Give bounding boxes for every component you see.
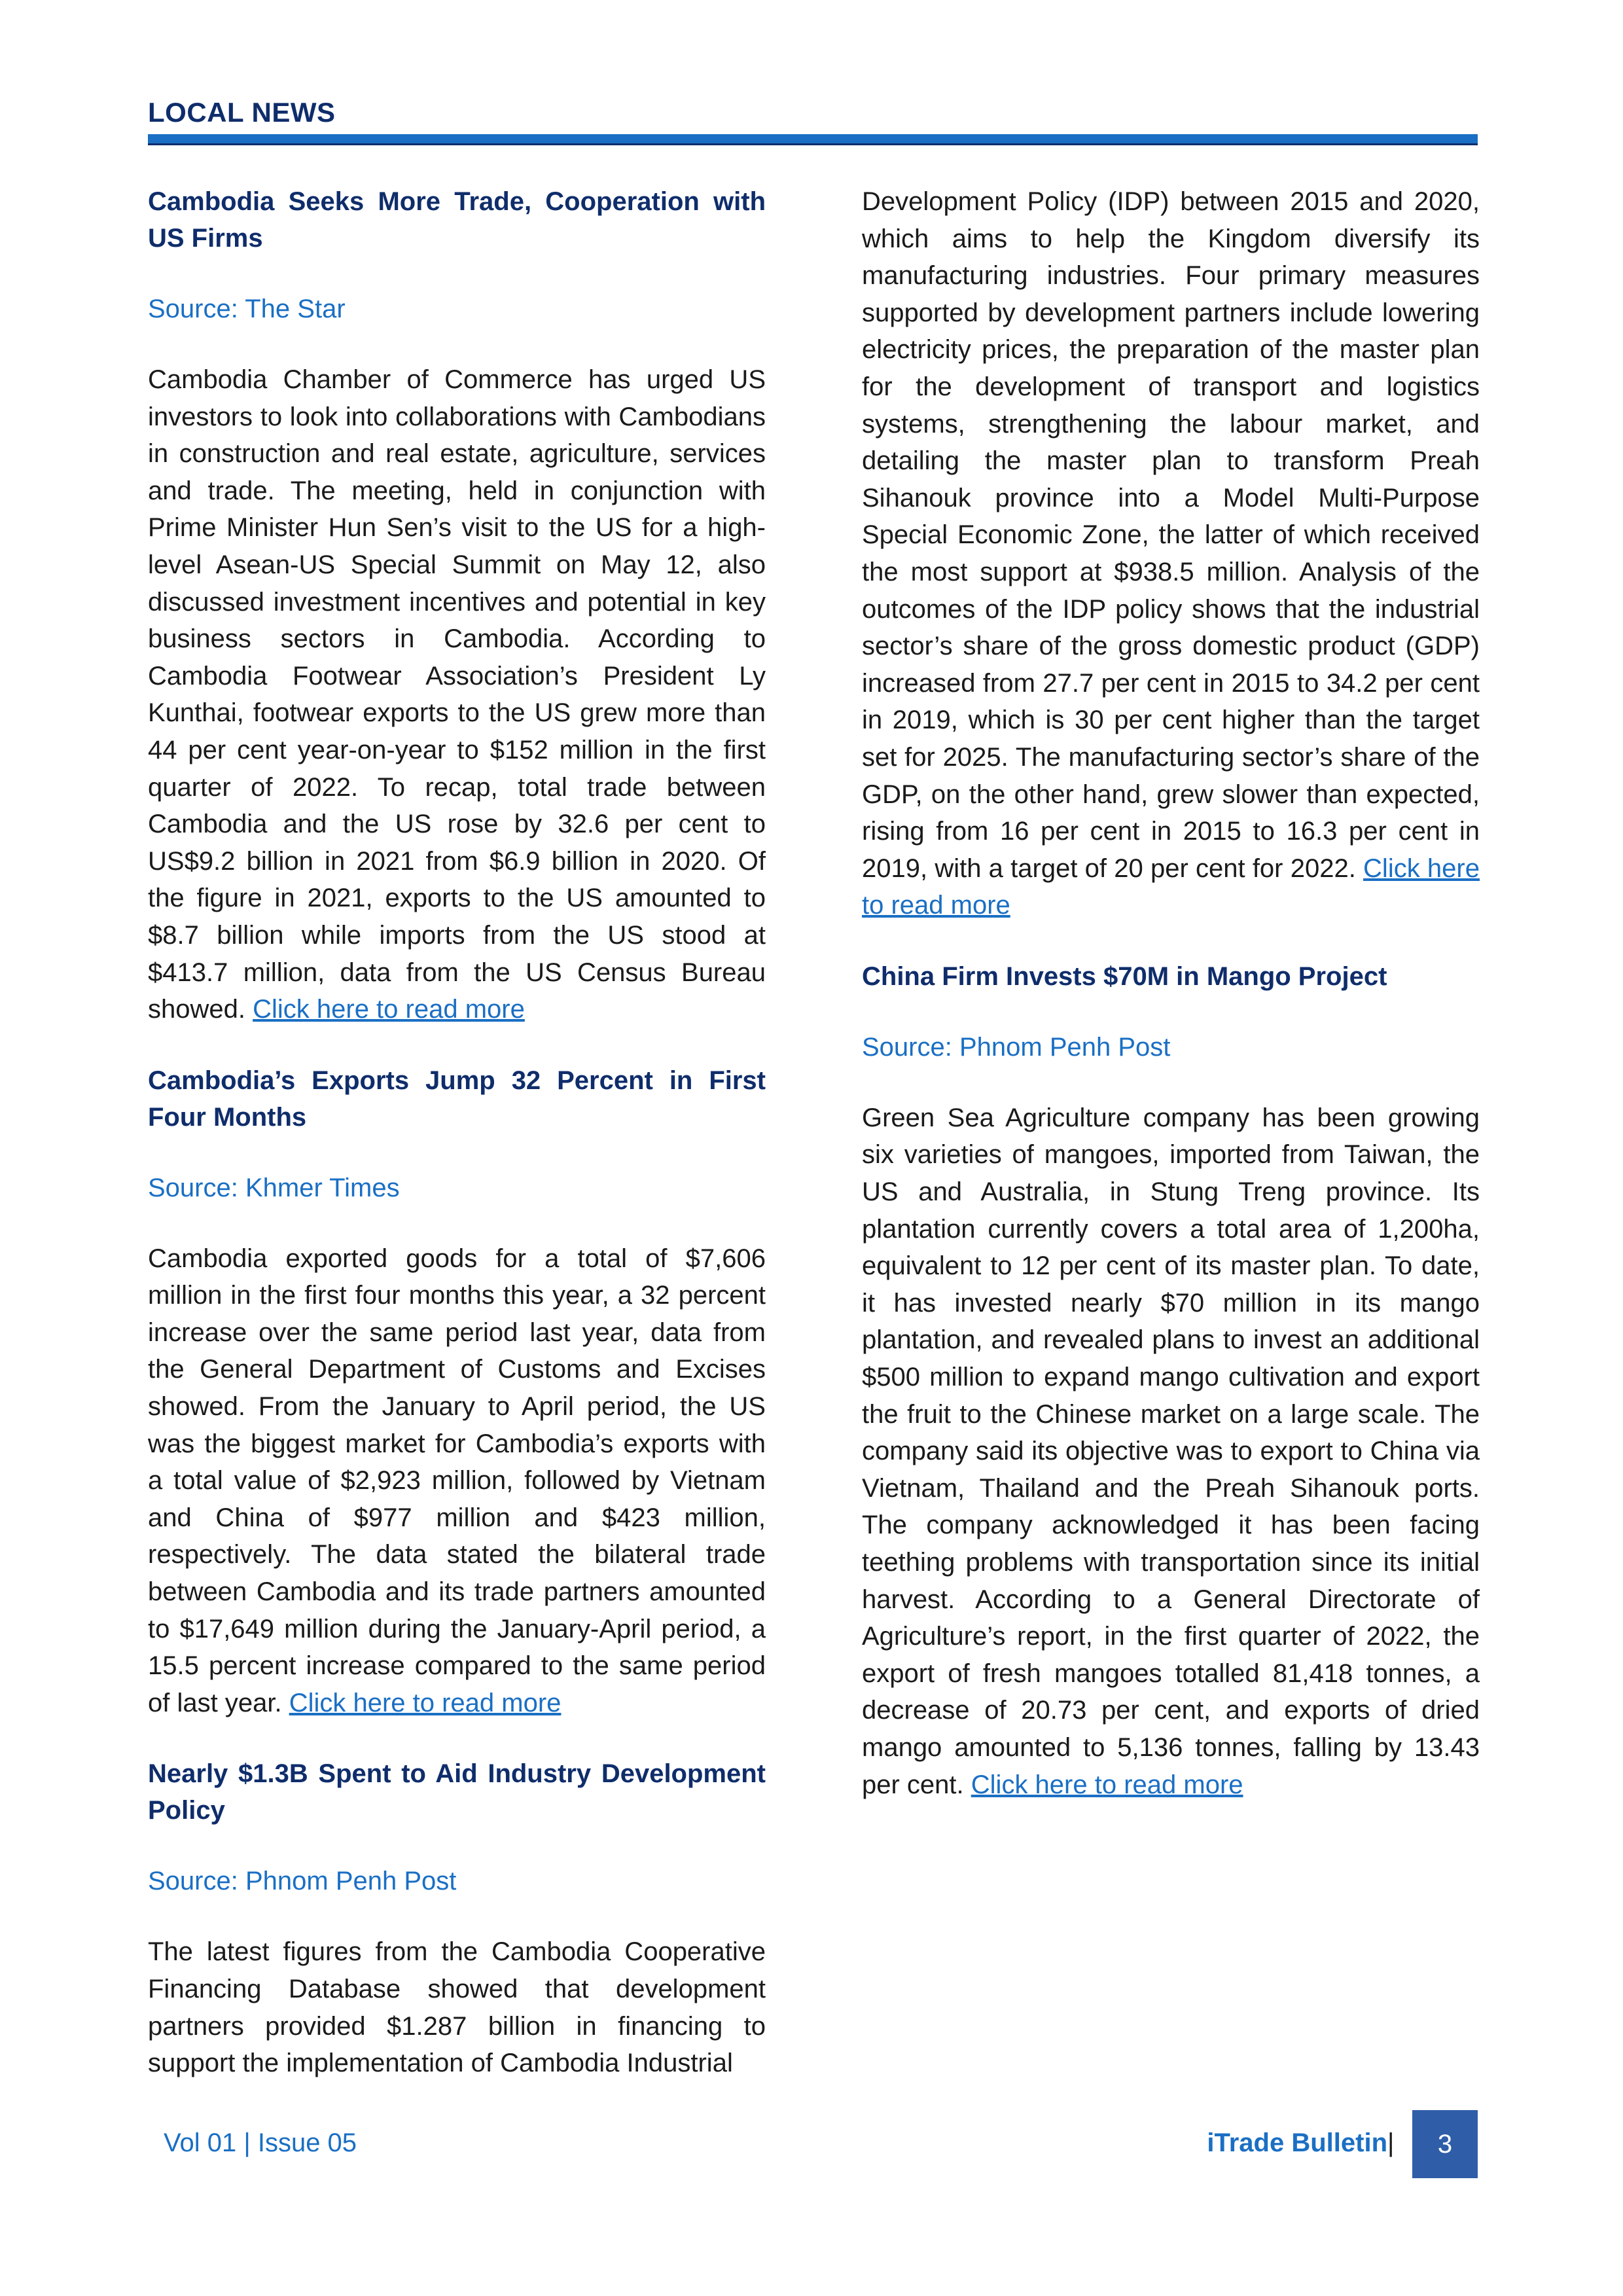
article-body	[148, 361, 766, 1028]
article-source: Source: The Star	[148, 295, 346, 323]
article-industry-policy	[148, 1755, 766, 2081]
footer-separator: |	[1387, 2128, 1395, 2157]
article-source: Source: Khmer Times	[148, 1173, 400, 1202]
issue-label: Vol 01 | Issue 05	[164, 2128, 357, 2157]
article-body	[148, 1933, 766, 2081]
article-text: Cambodia Chamber of Commerce has urged US investors to look into collaborations with Cambodians in construction and real estate, agriculture, services and trade. The meeting, held in conjunction with Prime Minister Hun Sen’s visit to the US for a high-level Asean-US Special Summit on May 12, also discussed investment incentives and potential in key business sectors in Cambodia. According to Cambodia Footwear Association’s President Ly Kunthai, footwear exports to the US grew more than 44 per cent year-on-year to $152 million in the first quarter of 2022. To recap, total trade between Cambodia and the US rose by 32.6 per cent to US$9.2 billion in 2021 from $6.9 billion in 2020. Of the figure in 2021, exports to the US amounted to $8.7 billion while imports from the US stood at $413.7 million, data from the US Census Bureau showed.	[148, 365, 766, 1024]
bulletin-name: iTrade Bulletin	[1207, 2128, 1387, 2157]
page-number: 3	[1412, 2110, 1478, 2178]
article-text: Cambodia exported goods for a total of $7,606 million in the first four months this year, a 32 percent increase over the same period last year, data from the General Department of Customs and Excises showed. From the January to April period, the US was the biggest market for Cambodia’s exports with a total value of $2,923 million, followed by Vietnam and China of $977 million and $423 million, respectively. The data stated the bilateral trade between Cambodia and its trade partners amounted to $17,649 million during the January-April period, a 15.5 percent increase compared to the same period of last year.	[148, 1244, 766, 1717]
right-column	[862, 183, 1480, 1837]
article-title: Nearly $1.3B Spent to Aid Industry Development Policy	[148, 1759, 766, 1825]
article-text: The latest figures from the Cambodia Cooperative Financing Database showed that development partners provided $1.287 billion in financing to support the implementation of Cambodia Industrial	[148, 1937, 766, 2078]
article-body	[862, 183, 1480, 924]
read-more-link[interactable]: Click here to read more	[862, 853, 1480, 920]
read-more-link[interactable]: Click here to read more	[253, 995, 525, 1024]
article-title: China Firm Invests $70M in Mango Project	[862, 961, 1387, 991]
article-industry-policy-continued	[862, 183, 1480, 924]
article-body	[148, 1240, 766, 1722]
article-title: Cambodia’s Exports Jump 32 Percent in First Four Months	[148, 1066, 766, 1132]
article-text: Green Sea Agriculture company has been growing six varieties of mangoes, imported from Taiwan, the US and Australia, in Stung Treng province. Its plantation currently covers a total area of 1,200ha, equivalent to 12 per cent of its master plan. To date, it has invested nearly $70 million in its mango plantation, and revealed plans to invest an additional $500 million to expand mango cultivation and export the fruit to the Chinese market on a large scale. The company said its objective was to export to China via Vietnam, Thailand and the Preah Sihanouk ports. The company acknowledged it has been facing teething problems with transportation since its initial harvest. According to a General Directorate of Agriculture’s report, in the first quarter of 2022, the export of fresh mangoes totalled 81,418 tonnes, a decrease of 20.73 per cent, and exports of dried mango amounted to 5,136 tonnes, falling by 13.43 per cent.	[862, 1103, 1480, 1799]
article-source: Source: Phnom Penh Post	[148, 1867, 457, 1896]
left-column	[148, 183, 766, 2116]
article-title: Cambodia Seeks More Trade, Cooperation with US Firms	[148, 187, 766, 253]
section-divider	[148, 134, 1478, 143]
article-trade-cooperation	[148, 183, 766, 1028]
article-mango-project	[862, 958, 1480, 1803]
read-more-link[interactable]: Click here to read more	[971, 1770, 1243, 1799]
section-title: LOCAL NEWS	[148, 97, 336, 128]
read-more-link[interactable]: Click here to read more	[289, 1688, 562, 1717]
article-source: Source: Phnom Penh Post	[862, 1032, 1171, 1062]
article-body	[862, 1100, 1480, 1803]
article-exports-jump	[148, 1062, 766, 1722]
article-text: Development Policy (IDP) between 2015 and 2020, which aims to help the Kingdom diversify its manufacturing industries. Four primary measures supported by development partners include lowering electricity prices, the preparation of the master plan for the development of transport and logistics systems, strengthening the labour market, and detailing the master plan to transform Preah Sihanouk province into a Model Multi-Purpose Special Economic Zone, the latter of which received the most support at $938.5 million. Analysis of the outcomes of the IDP policy shows that the industrial sector’s share of the gross domestic product (GDP) increased from 27.7 per cent in 2015 to 34.2 per cent in 2019, which is 30 per cent higher than the target set for 2025. The manufacturing sector’s share of the GDP, on the other hand, grew slower than expected, rising from 16 per cent in 2015 to 16.3 per cent in 2019, with a target of 20 per cent for 2022.	[862, 187, 1480, 883]
